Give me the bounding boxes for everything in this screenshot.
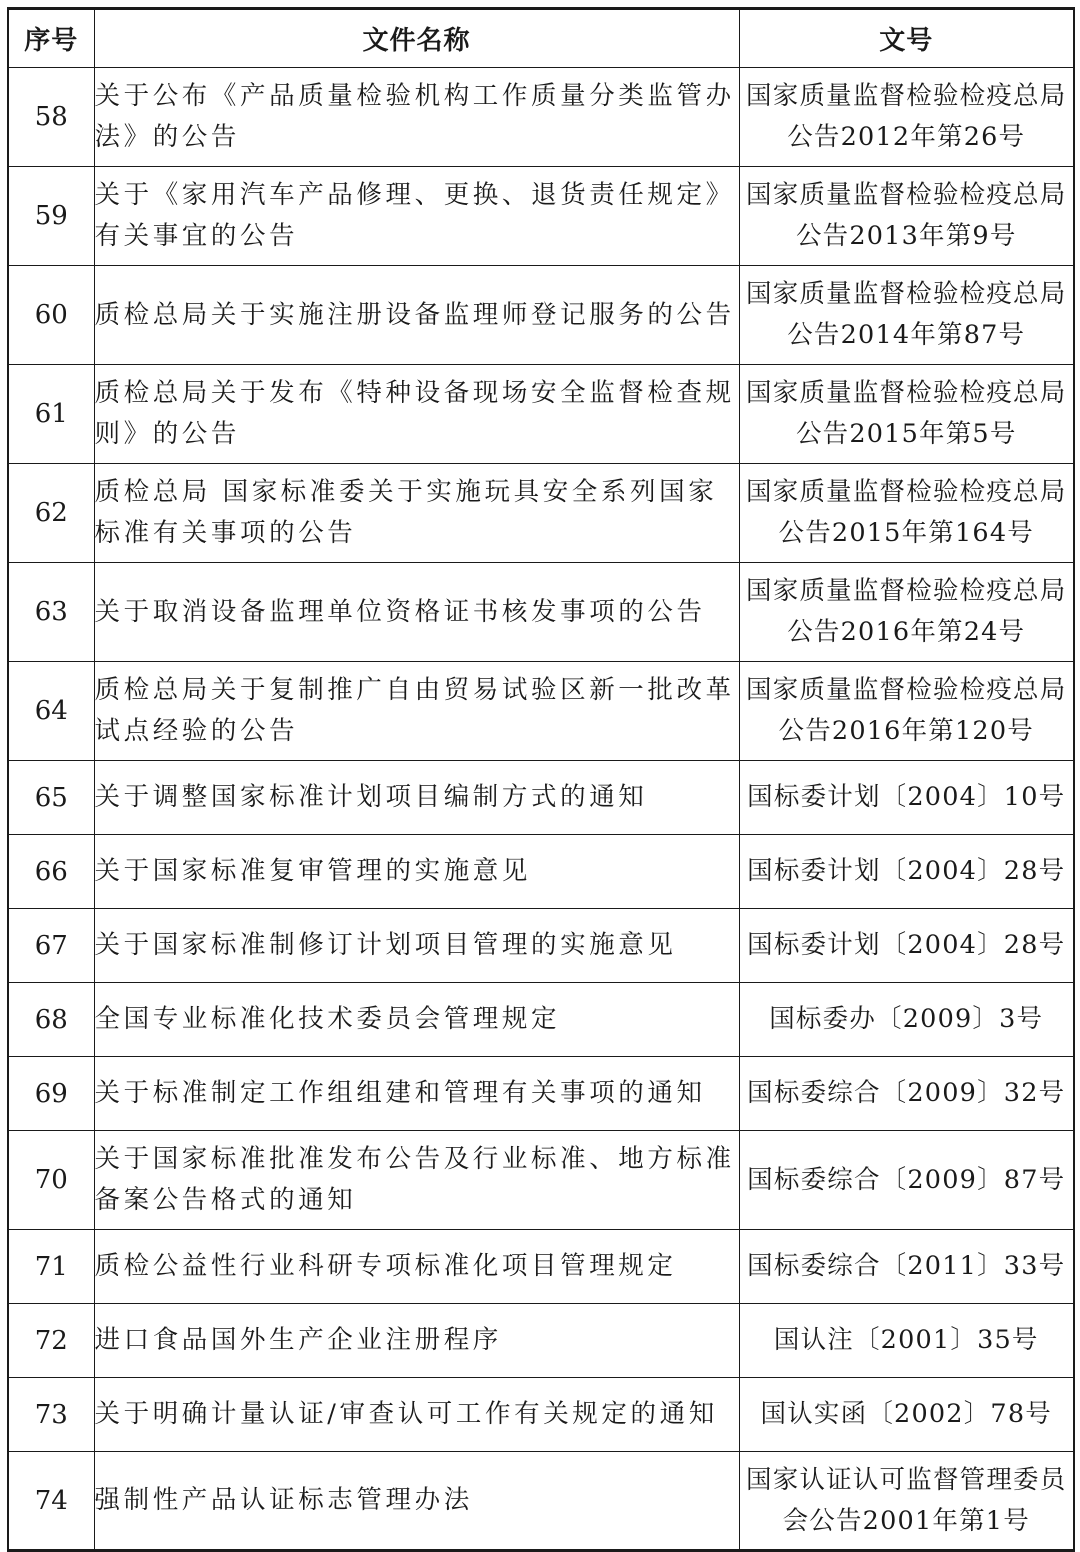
header-serial-number: 序号 [8,9,94,68]
serial-number: 70 [8,1131,94,1230]
serial-number: 66 [8,835,94,909]
document-name: 关于取消设备监理单位资格证书核发事项的公告 [94,563,739,662]
document-name: 质检总局关于发布《特种设备现场安全监督检查规则》的公告 [94,365,739,464]
serial-number: 59 [8,167,94,266]
serial-number: 61 [8,365,94,464]
table-row [8,464,1074,563]
document-number: 国家质量监督检验检疫总局公告2015年第164号 [739,464,1074,563]
document-name: 关于《家用汽车产品修理、更换、退货责任规定》有关事宜的公告 [94,167,739,266]
document-number: 国标委办〔2009〕3号 [739,983,1074,1057]
table-row [8,167,1074,266]
document-number: 国标委综合〔2009〕32号 [739,1057,1074,1131]
serial-number: 71 [8,1230,94,1304]
document-number: 国家质量监督检验检疫总局公告2014年第87号 [739,266,1074,365]
document-number: 国标委综合〔2011〕33号 [739,1230,1074,1304]
document-number: 国家质量监督检验检疫总局公告2013年第9号 [739,167,1074,266]
table-row [8,1057,1074,1131]
document-name: 质检总局关于实施注册设备监理师登记服务的公告 [94,266,739,365]
table-row [8,1131,1074,1230]
serial-number: 63 [8,563,94,662]
document-table [7,7,1075,1552]
table-row [8,835,1074,909]
document-name: 关于国家标准批准发布公告及行业标准、地方标准备案公告格式的通知 [94,1131,739,1230]
document-name: 质检总局关于复制推广自由贸易试验区新一批改革试点经验的公告 [94,662,739,761]
serial-number: 64 [8,662,94,761]
document-name: 关于明确计量认证/审查认可工作有关规定的通知 [94,1378,739,1452]
document-number: 国标委计划〔2004〕10号 [739,761,1074,835]
serial-number: 69 [8,1057,94,1131]
table-row [8,662,1074,761]
table-row [8,266,1074,365]
document-name: 关于国家标准制修订计划项目管理的实施意见 [94,909,739,983]
table-row [8,365,1074,464]
table-row [8,68,1074,167]
serial-number: 58 [8,68,94,167]
document-number: 国标委计划〔2004〕28号 [739,909,1074,983]
document-name: 质检总局 国家标准委关于实施玩具安全系列国家标准有关事项的公告 [94,464,739,563]
document-number: 国家认证认可监督管理委员会公告2001年第1号 [739,1452,1074,1551]
serial-number: 62 [8,464,94,563]
serial-number: 73 [8,1378,94,1452]
document-number: 国家质量监督检验检疫总局公告2015年第5号 [739,365,1074,464]
document-number: 国标委计划〔2004〕28号 [739,835,1074,909]
table-row [8,1230,1074,1304]
serial-number: 67 [8,909,94,983]
table-row [8,761,1074,835]
document-number: 国认实函〔2002〕78号 [739,1378,1074,1452]
document-number: 国标委综合〔2009〕87号 [739,1131,1074,1230]
serial-number: 65 [8,761,94,835]
document-name: 强制性产品认证标志管理办法 [94,1452,739,1551]
header-document-name: 文件名称 [94,9,739,68]
document-name: 关于调整国家标准计划项目编制方式的通知 [94,761,739,835]
document-name: 进口食品国外生产企业注册程序 [94,1304,739,1378]
document-name: 质检公益性行业科研专项标准化项目管理规定 [94,1230,739,1304]
document-name: 关于国家标准复审管理的实施意见 [94,835,739,909]
document-number: 国家质量监督检验检疫总局公告2012年第26号 [739,68,1074,167]
serial-number: 72 [8,1304,94,1378]
serial-number: 74 [8,1452,94,1551]
table-row [8,909,1074,983]
document-number: 国家质量监督检验检疫总局公告2016年第24号 [739,563,1074,662]
serial-number: 68 [8,983,94,1057]
table-row [8,983,1074,1057]
table-row [8,1452,1074,1551]
serial-number: 60 [8,266,94,365]
header-document-number: 文号 [739,9,1074,68]
document-name: 全国专业标准化技术委员会管理规定 [94,983,739,1057]
table-row [8,1304,1074,1378]
document-name: 关于公布《产品质量检验机构工作质量分类监管办法》的公告 [94,68,739,167]
document-number: 国认注〔2001〕35号 [739,1304,1074,1378]
table-row [8,563,1074,662]
document-number: 国家质量监督检验检疫总局公告2016年第120号 [739,662,1074,761]
document-name: 关于标准制定工作组组建和管理有关事项的通知 [94,1057,739,1131]
table-header-row [8,9,1074,68]
table-row [8,1378,1074,1452]
